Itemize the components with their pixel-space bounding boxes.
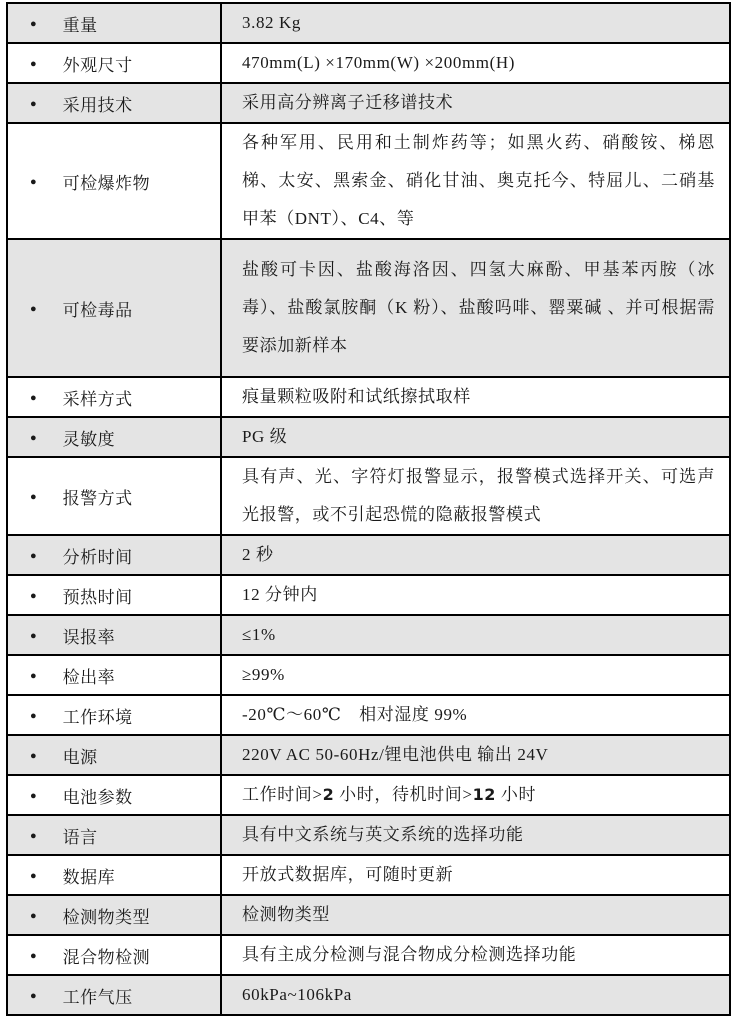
- spec-value-cell: [222, 896, 729, 934]
- row-label: 电源: [62, 747, 98, 767]
- row-label: 检出率: [62, 667, 116, 687]
- row-label: 灵敏度: [62, 429, 116, 449]
- bullet-icon: ●: [30, 302, 37, 315]
- table-row: [8, 240, 729, 378]
- spec-label-cell: [8, 418, 222, 456]
- row-value: 220V AC 50-60Hz/锂电池供电 输出 24V: [242, 745, 549, 764]
- spec-label-cell: [8, 240, 222, 376]
- row-label: 语言: [62, 827, 98, 847]
- table-row: [8, 536, 729, 576]
- bullet-icon: ●: [30, 989, 37, 1002]
- spec-value-cell: [222, 458, 729, 534]
- row-value-segment: 工作时间>: [242, 785, 323, 804]
- row-label: 混合物检测: [62, 947, 151, 967]
- table-row: [8, 378, 729, 418]
- spec-label-cell: [8, 536, 222, 574]
- bullet-icon: ●: [30, 869, 37, 882]
- row-value-segment: 小时，待机时间>: [334, 785, 473, 804]
- spec-label-cell: [8, 776, 222, 814]
- bullet-icon: ●: [30, 549, 37, 562]
- row-value: 2 秒: [242, 545, 274, 564]
- spec-label-cell: [8, 378, 222, 416]
- row-value: 盐酸可卡因、盐酸海洛因、四氢大麻酚、甲基苯丙胺（冰毒）、盐酸氯胺酮（K 粉）、盐酸吗啡、罂粟碱 、并可根据需要添加新样本: [242, 260, 715, 355]
- spec-label-cell: [8, 84, 222, 122]
- spec-label-cell: [8, 576, 222, 614]
- row-value: PG 级: [242, 427, 288, 446]
- table-row: [8, 656, 729, 696]
- table-row: [8, 936, 729, 976]
- table-row: [8, 418, 729, 458]
- spec-value-cell: [222, 976, 729, 1014]
- row-value: 开放式数据库，可随时更新: [242, 865, 454, 884]
- spec-label-cell: [8, 936, 222, 974]
- table-row: [8, 458, 729, 536]
- bullet-icon: ●: [30, 589, 37, 602]
- spec-label-cell: [8, 124, 222, 238]
- spec-label-cell: [8, 458, 222, 534]
- table-row: [8, 576, 729, 616]
- spec-label-cell: [8, 616, 222, 654]
- spec-value-cell: [222, 124, 729, 238]
- row-value: -20℃～60℃ 相对湿度 99%: [242, 705, 468, 724]
- spec-value-cell: [222, 936, 729, 974]
- row-label: 采用技术: [62, 95, 133, 115]
- spec-value-cell: [222, 616, 729, 654]
- row-value: ≥99%: [242, 665, 285, 684]
- row-value: 具有声、光、字符灯报警显示，报警模式选择开关、可选声光报警，或不引起恐慌的隐蔽报警模式: [242, 467, 715, 524]
- spec-label-cell: [8, 816, 222, 854]
- spec-value-cell: [222, 84, 729, 122]
- spec-label-cell: [8, 656, 222, 694]
- bullet-icon: ●: [30, 175, 37, 188]
- row-label: 误报率: [62, 627, 116, 647]
- row-value: 470mm(L) ×170mm(W) ×200mm(H): [242, 53, 515, 72]
- row-value-bold-segment: 12: [472, 785, 497, 804]
- spec-label-cell: [8, 736, 222, 774]
- row-value-bold-segment: 2: [322, 785, 335, 804]
- bullet-icon: ●: [30, 490, 37, 503]
- row-value: 60kPa~106kPa: [242, 985, 352, 1004]
- row-value: 痕量颗粒吸附和试纸擦拭取样: [242, 387, 471, 406]
- table-row: [8, 856, 729, 896]
- table-row: [8, 976, 729, 1014]
- bullet-icon: ●: [30, 669, 37, 682]
- row-label: 采样方式: [62, 389, 133, 409]
- row-label: 外观尺寸: [62, 55, 133, 75]
- spec-value-cell: [222, 776, 729, 814]
- row-value: 采用高分辨离子迁移谱技术: [242, 93, 454, 112]
- bullet-icon: ●: [30, 629, 37, 642]
- row-label: 检测物类型: [62, 907, 151, 927]
- spec-value-cell: [222, 576, 729, 614]
- spec-value-cell: [222, 856, 729, 894]
- table-row: [8, 696, 729, 736]
- bullet-icon: ●: [30, 431, 37, 444]
- spec-value-cell: [222, 418, 729, 456]
- spec-table: [6, 2, 731, 1016]
- row-label: 工作气压: [62, 987, 133, 1007]
- row-label: 分析时间: [62, 547, 133, 567]
- table-row: [8, 816, 729, 856]
- bullet-icon: ●: [30, 57, 37, 70]
- table-row: [8, 616, 729, 656]
- bullet-icon: ●: [30, 709, 37, 722]
- spec-value-cell: [222, 44, 729, 82]
- spec-value-cell: [222, 4, 729, 42]
- table-row: [8, 124, 729, 240]
- spec-value-cell: [222, 816, 729, 854]
- row-value: 3.82 Kg: [242, 13, 301, 32]
- bullet-icon: ●: [30, 17, 37, 30]
- row-value: ≤1%: [242, 625, 276, 644]
- bullet-icon: ●: [30, 789, 37, 802]
- spec-label-cell: [8, 4, 222, 42]
- spec-value-cell: [222, 536, 729, 574]
- table-row: [8, 4, 729, 44]
- spec-label-cell: [8, 696, 222, 734]
- row-value: 12 分钟内: [242, 585, 318, 604]
- table-row: [8, 776, 729, 816]
- table-row: [8, 896, 729, 936]
- row-value: 具有主成分检测与混合物成分检测选择功能: [242, 945, 577, 964]
- bullet-icon: ●: [30, 909, 37, 922]
- bullet-icon: ●: [30, 97, 37, 110]
- spec-label-cell: [8, 856, 222, 894]
- row-value: 具有中文系统与英文系统的选择功能: [242, 825, 524, 844]
- row-value: 检测物类型: [242, 905, 330, 924]
- spec-label-cell: [8, 44, 222, 82]
- row-label: 电池参数: [62, 787, 133, 807]
- row-value: 各种军用、民用和土制炸药等；如黑火药、硝酸铵、梯恩梯、太安、黑索金、硝化甘油、奥克托今、特屈儿、二硝基甲苯（DNT）、C4、等: [242, 133, 715, 228]
- bullet-icon: ●: [30, 749, 37, 762]
- spec-value-cell: [222, 696, 729, 734]
- table-row: [8, 44, 729, 84]
- spec-label-cell: [8, 896, 222, 934]
- row-label: 工作环境: [62, 707, 133, 727]
- spec-value-cell: [222, 656, 729, 694]
- row-value-segment: 小时: [496, 785, 537, 804]
- bullet-icon: ●: [30, 391, 37, 404]
- spec-value-cell: [222, 736, 729, 774]
- row-label: 可检毒品: [62, 300, 133, 320]
- spec-label-cell: [8, 976, 222, 1014]
- row-label: 数据库: [62, 867, 116, 887]
- spec-value-cell: [222, 378, 729, 416]
- table-row: [8, 736, 729, 776]
- bullet-icon: ●: [30, 949, 37, 962]
- spec-value-cell: [222, 240, 729, 376]
- table-row: [8, 84, 729, 124]
- bullet-icon: ●: [30, 829, 37, 842]
- row-label: 预热时间: [62, 587, 133, 607]
- row-label: 报警方式: [62, 488, 133, 508]
- row-value: [242, 776, 536, 814]
- row-label: 重量: [62, 15, 98, 35]
- row-label: 可检爆炸物: [62, 173, 151, 193]
